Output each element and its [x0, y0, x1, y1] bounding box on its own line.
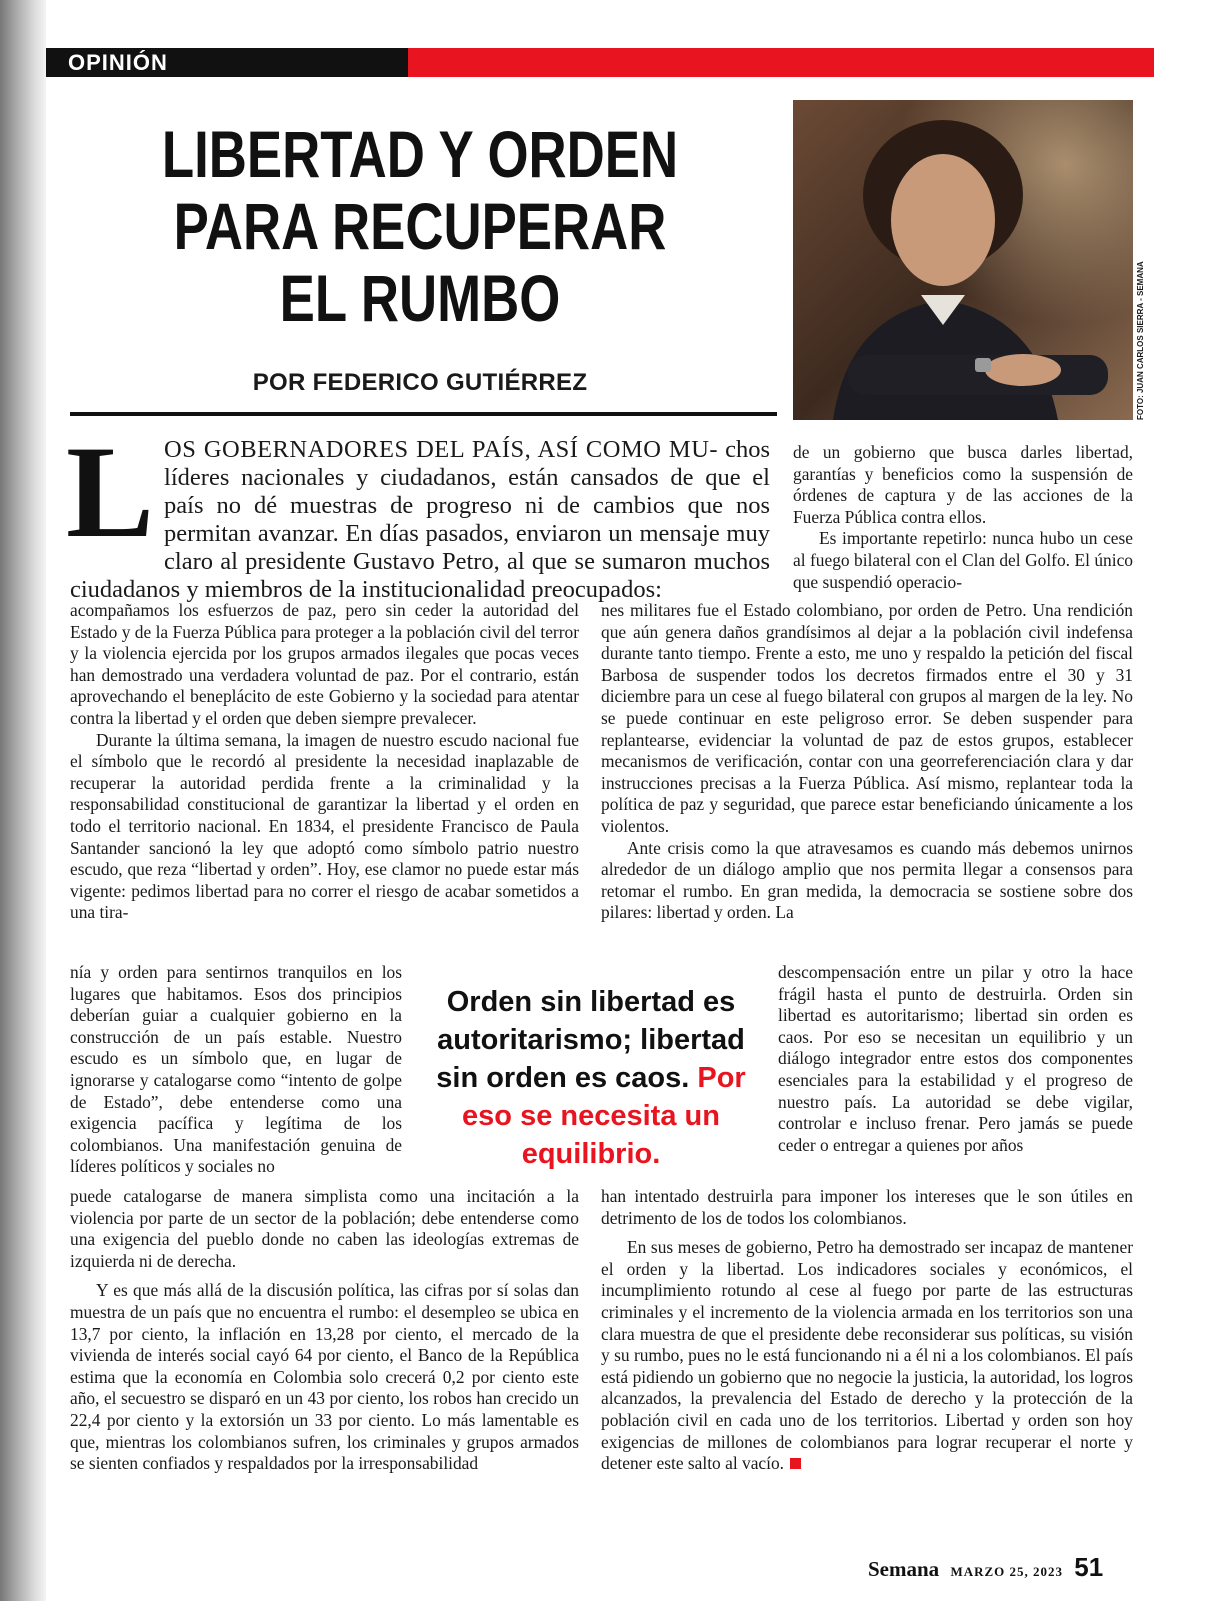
- left-paragraph-3: Y es que más allá de la discusión política, las cifras por sí solas dan muestra de un país que no encuentra el rumbo: el desempleo se ubica en 13,7 por ciento, la inflación en 13,28 por ciento, el mercado de la vivienda de interés social cayó 64 por ciento, el Banco de la República estima que la economía en Colombia solo crecerá 0,2 por ciento este año, el secuestro se disparó en un 43 por ciento, los robos han crecido un 22,4 por ciento y la extorsión un 33 por ciento. Lo más lamentable es que, mientras los colombianos sufren, los criminales y grupos armados se sienten confiados y respaldados por la irresponsabilidad: [70, 1280, 579, 1474]
- author-photo: [793, 100, 1133, 420]
- right-paragraph-2: Ante crisis como la que atravesamos es cuando más debemos unirnos alrededor de un diálogo amplio que nos permita llegar a consensos para retomar el rumbo. En gran medida, la democracia se sostiene sobre dos pilares: libertad y orden. La: [601, 837, 1133, 923]
- section-bar: [46, 48, 1154, 77]
- section-label: OPINIÓN: [68, 50, 168, 75]
- right-paragraph-3: [601, 1237, 1133, 1475]
- author-portrait-image: [793, 100, 1133, 420]
- page-number: 51: [1074, 1552, 1104, 1582]
- left-paragraph-2-narrow: nía y orden para sentirnos tranquilos en los lugares que habitamos. Esos dos principios deberían guiar a cualquier gobierno en la construcción de un país estable. Nuestro escudo es un símbolo que, en lugar de ignorarse y catalogarse como “intento de golpe de Estado”, debe entenderse como una exigencia pacífica y legítima de los colombianos. Una manifestación genuina de líderes políticos y sociales no: [70, 962, 402, 1177]
- right-paragraph-2-narrow: descompensación entre un pilar y otro la hace frágil hasta el punto de destruirla. Orden sin libertad es autoritarismo; libertad sin orden es caos. Por eso se necesitan un equilibrio y un diálogo integrador entre estos dos componentes esenciales para la estabilidad y el progreso de nuestro país. La autoridad se debe vigilar, controlar e incluso frenar. Pero jamás se puede ceder o entregar a quienes por años: [778, 962, 1133, 1155]
- right-top-column: [793, 442, 1133, 593]
- byline: POR FEDERICO GUTIÉRREZ: [252, 369, 588, 396]
- headline: LIBERTAD Y ORDEN PARA RECUPERAR EL RUMBO: [161, 117, 679, 335]
- lead-paragraph: [66, 418, 770, 604]
- right-top-paragraph-2: Es importante repetirlo: nunca hubo un cese al fuego bilateral con el Clan del Golfo. El único que suspendió operacio-: [793, 528, 1133, 592]
- lead-text: chos líderes nacionales y ciudadanos, están cansados de que el país no dé muestras de progreso ni de cambios que nos permitan avanzar. En días pasados, enviaron un mensaje muy claro al presidente Gustavo Petro, al que se sumaron muchos ciudadanos y miembros de la institucionalidad preocupados:: [70, 436, 770, 603]
- drop-cap: L: [66, 418, 155, 565]
- pull-quote-black: Orden sin libertad es autoritarismo; libertad sin orden es caos.: [436, 986, 745, 1094]
- right-paragraph-2-wide: han intentado destruirla para imponer los intereses que le son útiles en detrimento de los de todos los colombianos.: [601, 1186, 1133, 1228]
- left-paragraph-1: acompañamos los esfuerzos de paz, pero sin ceder la autoridad del Estado y de la Fuerza Pública para proteger a la población civil del terror y la violencia ejercida por los grupos armados ilegales que pocas veces han demostrado una verdadera voluntad de paz. Por el contrario, están aprovechando el beneplácito de este Gobierno y la sociedad para atentar contra la libertad y el orden que deben siempre prevalecer.: [70, 600, 579, 728]
- right-paragraph-3-text: En sus meses de gobierno, Petro ha demostrado ser incapaz de mantener el orden y la libertad. Los indicadores sociales y económicos, el incumplimiento rotundo al cese al fuego por parte de las estructuras criminales y el incremento de la violencia armada en los territorios son una clara muestra de que el presidente debe reconsiderar sus políticas, su visión y su rumbo, pues no le está funcionando ni a él ni a los colombianos. El país está pidiendo un gobierno que no negocie la justicia, la autoridad, los logros alcanzados, la prevalencia del Estado de derecho y la protección de la población civil en cada uno de los territorios. Libertad y orden son hoy exigencias de millones de colombianos para lograr recuperar el norte y detener este salto al vacío.: [601, 1237, 1133, 1474]
- headline-rule: [70, 412, 777, 416]
- left-column-bottom: [70, 1186, 579, 1475]
- page-gutter-shadow: [0, 0, 46, 1601]
- magazine-name: Semana: [868, 1557, 940, 1581]
- right-top-paragraph-1: de un gobierno que busca darles libertad, garantías y beneficios como la suspensión de órdenes de captura y de las acciones de la Fuerza Pública contra ellos.: [793, 442, 1133, 527]
- section-bar-accent: [408, 48, 1154, 77]
- right-paragraph-1: nes militares fue el Estado colombiano, por orden de Petro. Una rendición que aún genera daños grandísimos al dejar a la población civil indefensa durante tanto tiempo. Frente a esto, me uno y respaldo la petición del fiscal Barbosa de suspender todos los decretos firmados entre el 30 y 31 diciembre para un cese al fuego bilateral con grupos al margen de la ley. No se puede continuar en este peligroso error. Se deben suspender para replantearse, evidenciar la voluntad de paz de estos grupos, establecer mecanismos de verificación, contar con una georreferenciación clara y dar instrucciones precisas a la Fuerza Pública. Así mismo, replantear toda la política de paz y seguridad, que parece estar beneficiando únicamente a los violentos.: [601, 600, 1133, 836]
- right-column-narrow: [778, 962, 1133, 1156]
- pull-quote-red: Por eso se necesita un equilibrio.: [462, 1062, 746, 1170]
- end-of-article-mark: [790, 1458, 801, 1469]
- right-column-top: [601, 600, 1133, 924]
- left-paragraph-2: Durante la última semana, la imagen de nuestro escudo nacional fue el símbolo que le recordó al presidente la necesidad inaplazable de recuperar la autoridad perdida frente a la criminalidad y la responsabilidad constitucional de garantizar la libertad y el orden en todo el territorio nacional. En 1834, el presidente Francisco de Paula Santander sancionó la ley que adoptó como símbolo patrio nuestro escudo, que reza “libertad y orden”. Hoy, ese clamor no puede estar más vigente: pedimos libertad para no correr el riesgo de acabar sometidos a una tira-: [70, 729, 579, 923]
- photo-credit: FOTO: JUAN CARLOS SIERRA - SEMANA: [1136, 261, 1145, 420]
- issue-date: MARZO 25, 2023: [950, 1564, 1064, 1579]
- left-column-top: [70, 600, 579, 924]
- page-footer: [868, 1552, 1103, 1583]
- pull-quote: [433, 983, 749, 1173]
- lead-caps-text: OS GOBERNADORES DEL PAÍS, ASÍ COMO MU-: [164, 436, 719, 463]
- right-column-bottom: [601, 1186, 1133, 1475]
- left-column-narrow: [70, 962, 402, 1178]
- left-paragraph-2-wide: puede catalogarse de manera simplista como una incitación a la violencia por parte de un sector de la población; debe entenderse como una exigencia del pueblo donde no caben las ideologías extremas de izquierda ni de derecha.: [70, 1186, 579, 1271]
